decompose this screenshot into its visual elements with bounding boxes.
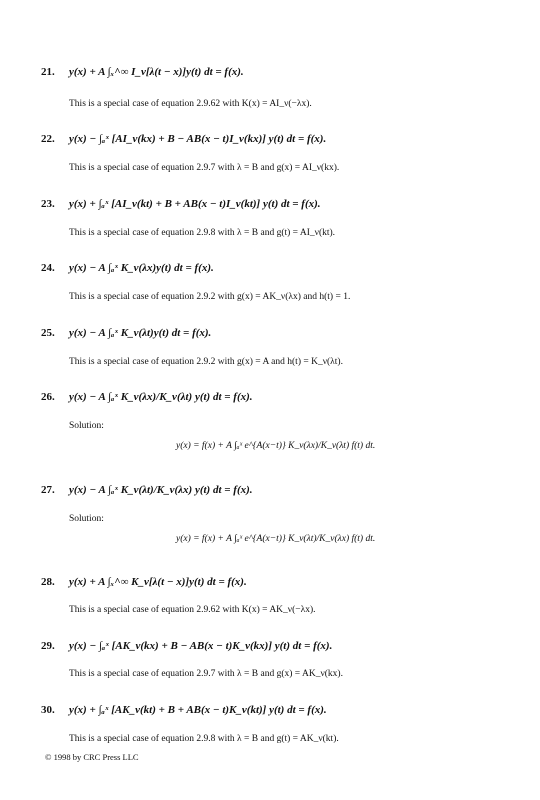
equation-number: 23. (41, 198, 55, 210)
equation-note: This is a special case of equation 2.9.2 with g(x) = AK_ν(λx) and h(t) = 1. (69, 292, 351, 302)
solution-formula: y(x) = f(x) + A ∫ₐˣ e^{A(x−t)} K_ν(λt)/K_ν(λx) f(t) dt. (176, 534, 376, 544)
equation-number: 28. (41, 576, 55, 588)
equation-number: 27. (41, 484, 55, 496)
equation-text: y(x) + A ∫ₓ^∞ K_ν[λ(t − x)]y(t) dt = f(x). (69, 576, 247, 588)
equation-text: y(x) − ∫ₐˣ [AK_ν(kx) + B − AB(x − t)K_ν(kx)] y(t) dt = f(x). (69, 640, 333, 652)
equation-text: y(x) − A ∫ₐˣ K_ν(λx)y(t) dt = f(x). (69, 262, 214, 274)
solution-label: Solution: (69, 514, 104, 524)
equation-number: 26. (41, 391, 55, 403)
equation-text: y(x) − A ∫ₐˣ K_ν(λt)/K_ν(λx) y(t) dt = f(x). (69, 484, 253, 496)
equation-note: This is a special case of equation 2.9.8 with λ = B and g(t) = AK_ν(kt). (69, 734, 339, 744)
equation-note: This is a special case of equation 2.9.8 with λ = B and g(t) = AI_ν(kt). (69, 228, 336, 238)
copyright-footer: © 1998 by CRC Press LLC (45, 752, 139, 762)
equation-text: y(x) − A ∫ₐˣ K_ν(λx)/K_ν(λt) y(t) dt = f(x). (69, 391, 253, 403)
solution-formula: y(x) = f(x) + A ∫ₐˣ e^{A(x−t)} K_ν(λx)/K_ν(λt) f(t) dt. (176, 441, 376, 451)
equation-text: y(x) − ∫ₐˣ [AI_ν(kx) + B − AB(x − t)I_ν(kx)] y(t) dt = f(x). (69, 133, 327, 145)
equation-text: y(x) + A ∫ₓ^∞ I_ν[λ(t − x)]y(t) dt = f(x). (69, 66, 244, 78)
equation-note: This is a special case of equation 2.9.2 with g(x) = A and h(t) = K_ν(λt). (69, 357, 343, 367)
equation-number: 30. (41, 704, 55, 716)
equation-note: This is a special case of equation 2.9.62 with K(x) = AI_ν(−λx). (69, 99, 312, 109)
equation-number: 25. (41, 327, 55, 339)
equation-number: 21. (41, 66, 55, 78)
equation-text: y(x) + ∫ₐˣ [AI_ν(kt) + B + AB(x − t)I_ν(kt)] y(t) dt = f(x). (69, 198, 321, 210)
solution-label: Solution: (69, 421, 104, 431)
equation-note: This is a special case of equation 2.9.62 with K(x) = AK_ν(−λx). (69, 605, 316, 615)
equation-number: 22. (41, 133, 55, 145)
equation-number: 24. (41, 262, 55, 274)
equation-note: This is a special case of equation 2.9.7 with λ = B and g(x) = AI_ν(kx). (69, 163, 340, 173)
equation-text: y(x) + ∫ₐˣ [AK_ν(kt) + B + AB(x − t)K_ν(kt)] y(t) dt = f(x). (69, 704, 327, 716)
equation-number: 29. (41, 640, 55, 652)
equation-text: y(x) − A ∫ₐˣ K_ν(λt)y(t) dt = f(x). (69, 327, 212, 339)
equation-note: This is a special case of equation 2.9.7 with λ = B and g(x) = AK_ν(kx). (69, 669, 343, 679)
